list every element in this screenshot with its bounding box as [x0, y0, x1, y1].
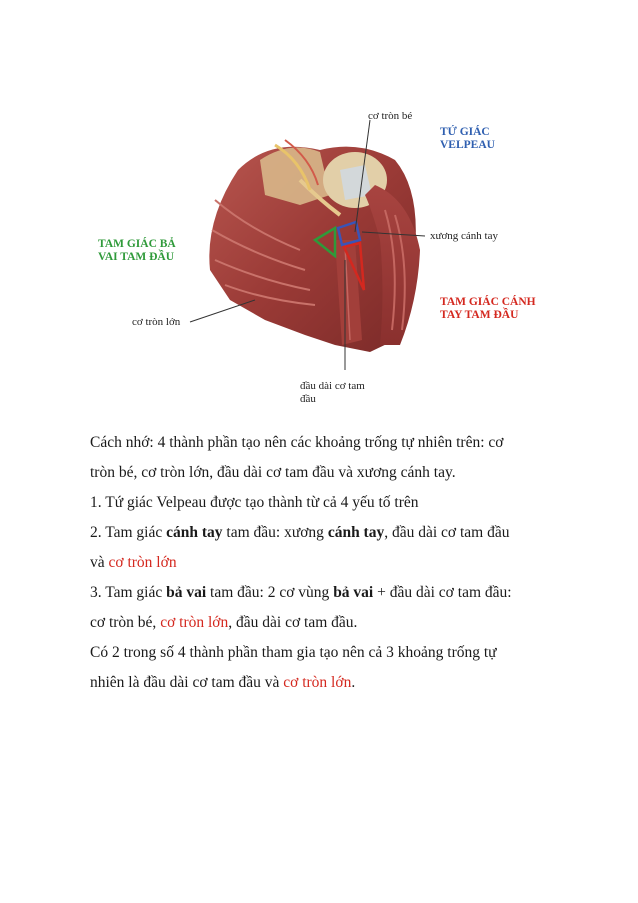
text-span: cơ tròn bé,: [90, 614, 161, 631]
label-co-tron-lon: cơ tròn lớn: [132, 316, 181, 328]
paragraph-1: [90, 488, 570, 518]
label-line: TAY TAM ĐẦU: [440, 309, 519, 321]
text-span: tròn bé, cơ tròn lớn, đầu dài cơ tam đầu và xương cánh tay.: [90, 464, 456, 481]
text-span: 2. Tam giác: [90, 524, 167, 541]
label-tu-giac-velpeau: [440, 126, 495, 152]
text-span: , đầu dài cơ tam đầu.: [228, 614, 358, 631]
text-span: và: [90, 554, 109, 571]
highlight-term: cơ tròn lớn: [160, 614, 229, 631]
text-span: tam đầu: xương: [222, 524, 328, 541]
highlight-term: cơ tròn lớn: [283, 674, 352, 691]
label-line: đầu dài cơ tam: [300, 380, 365, 392]
label-tam-giac-ba-vai: [98, 238, 176, 264]
paragraph-3: [90, 578, 570, 638]
text-span: tam đầu: 2 cơ vùng: [206, 584, 334, 601]
bold-term: cánh tay: [166, 524, 223, 541]
label-line: TỨ GIÁC: [440, 126, 490, 138]
label-tam-giac-canh-tay: [440, 296, 536, 322]
text-span: , đầu dài cơ tam đầu: [384, 524, 510, 541]
label-line: VAI TAM ĐẦU: [98, 251, 175, 263]
paragraph-intro: [90, 428, 570, 488]
body-text: [90, 428, 570, 698]
text-span: .: [351, 674, 356, 691]
bold-term: bả vai: [333, 584, 374, 601]
label-line: TAM GIÁC BẢ: [98, 238, 176, 250]
bold-term: bả vai: [166, 584, 207, 601]
text-span: Cách nhớ: 4 thành phần tạo nên các khoảng trống tự nhiên trên: cơ: [90, 434, 504, 451]
text-span: 1. Tứ giác Velpeau được tạo thành từ cả 4 yếu tố trên: [90, 494, 419, 511]
paragraph-summary: [90, 638, 570, 698]
text-span: nhiên là đầu dài cơ tam đầu và: [90, 674, 284, 691]
text-span: Có 2 trong số 4 thành phần tham gia tạo nên cả 3 khoảng trống tự: [90, 644, 497, 661]
label-line: VELPEAU: [440, 139, 495, 151]
label-co-tron-be: cơ tròn bé: [368, 110, 413, 122]
label-xuong-canh-tay: xương cánh tay: [430, 230, 498, 242]
bold-term: cánh tay: [327, 524, 385, 541]
anatomy-figure: [0, 0, 638, 420]
text-span: 3. Tam giác: [90, 584, 167, 601]
text-span: + đầu dài cơ tam đầu:: [373, 584, 512, 601]
label-line: TAM GIÁC CÁNH: [440, 296, 536, 308]
label-dau-dai: [300, 380, 365, 406]
paragraph-2: [90, 518, 570, 578]
highlight-term: cơ tròn lớn: [108, 554, 177, 571]
label-line: đầu: [300, 393, 316, 405]
shoulder-muscle-illustration: [0, 0, 638, 420]
